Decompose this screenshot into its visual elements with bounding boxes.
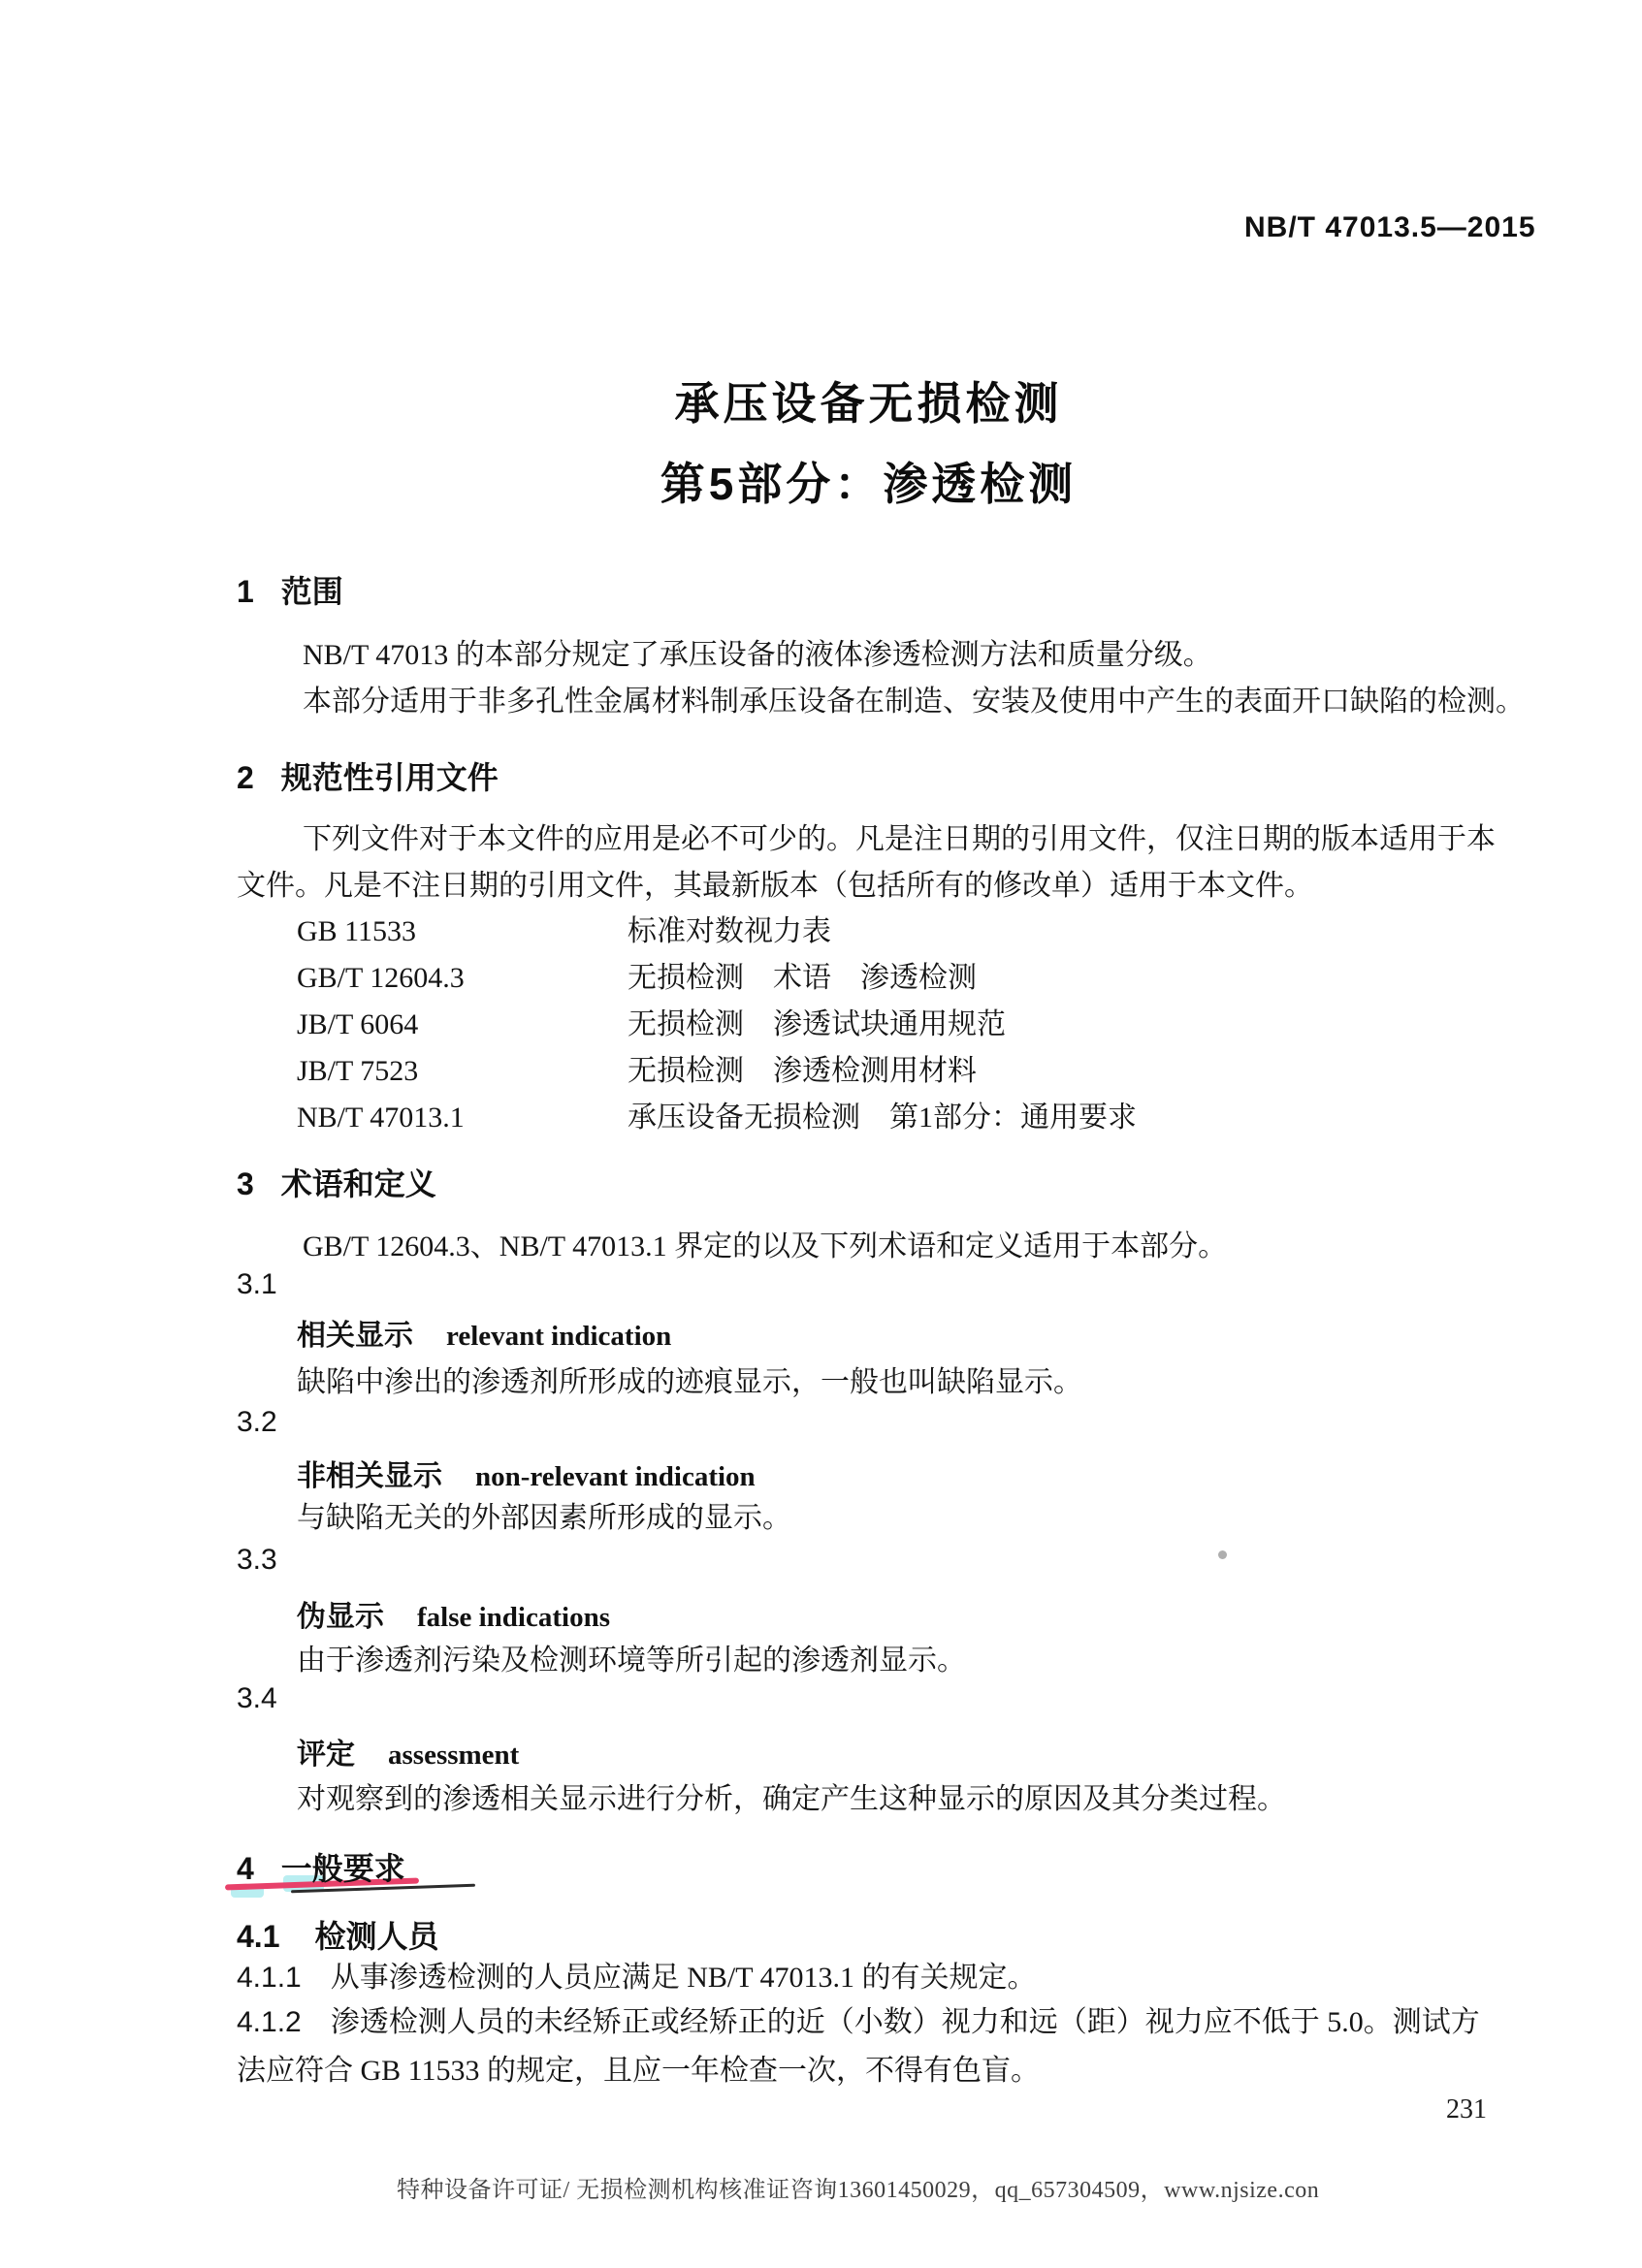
clause-text: 从事渗透检测的人员应满足 NB/T 47013.1 的有关规定。 bbox=[330, 1962, 1037, 1994]
reference-title: 承压设备无损检测 第1部分：通用要求 bbox=[628, 1102, 1137, 1134]
term-zh: 相关显示 bbox=[297, 1320, 413, 1352]
page-number: 231 bbox=[1446, 2094, 1487, 2124]
section-2-title: 规范性引用文件 bbox=[280, 760, 499, 795]
reference-row bbox=[297, 953, 977, 996]
reference-title: 无损检测 渗透检测用材料 bbox=[628, 1055, 977, 1087]
section-1-paragraph-1: NB/T 47013 的本部分规定了承压设备的液体渗透检测方法和质量分级。 bbox=[303, 639, 1212, 671]
section-2-paragraph-line1: 下列文件对于本文件的应用是必不可少的。凡是注日期的引用文件，仅注日期的版本适用于本 bbox=[303, 823, 1496, 855]
term-number: 3.2 bbox=[237, 1406, 277, 1438]
reference-row bbox=[297, 1000, 1006, 1042]
term-zh: 非相关显示 bbox=[297, 1460, 442, 1492]
doc-code: NB/T 47013.5—2015 bbox=[1244, 211, 1536, 243]
term-definition: 与缺陷无关的外部因素所形成的显示。 bbox=[297, 1502, 791, 1534]
clause-number: 4.1.1 bbox=[237, 1962, 302, 1994]
reference-code: JB/T 6064 bbox=[297, 1008, 419, 1040]
term-line bbox=[297, 1452, 756, 1494]
section-4-1-title: 检测人员 bbox=[314, 1919, 439, 1954]
reference-title: 无损检测 渗透试块通用规范 bbox=[628, 1008, 1006, 1040]
clause-number: 4.1.2 bbox=[237, 2006, 302, 2038]
term-number: 3.4 bbox=[237, 1682, 277, 1714]
section-1-title: 范围 bbox=[280, 574, 343, 609]
section-4-1-heading bbox=[237, 1912, 439, 1957]
term-line bbox=[297, 1311, 671, 1354]
reference-code: GB/T 12604.3 bbox=[297, 962, 465, 994]
term-line bbox=[297, 1592, 610, 1635]
section-3-heading bbox=[237, 1160, 436, 1204]
section-1-paragraph-2: 本部分适用于非多孔性金属材料制承压设备在制造、安装及使用中产生的表面开口缺陷的检测。 bbox=[303, 686, 1525, 718]
section-4-title: 一般要求 bbox=[280, 1851, 405, 1886]
section-1-number: 1 bbox=[237, 574, 254, 609]
term-en: relevant indication bbox=[446, 1321, 672, 1352]
section-2-number: 2 bbox=[237, 760, 254, 795]
clause-4-1-1 bbox=[237, 1953, 1037, 1996]
term-number: 3.3 bbox=[237, 1544, 277, 1576]
clause-text-line1: 渗透检测人员的未经矫正或经矫正的近（小数）视力和远（距）视力应不低于 5.0。测试方 bbox=[330, 2006, 1480, 2038]
scan-artifact bbox=[1218, 1550, 1227, 1559]
term-definition: 缺陷中渗出的渗透剂所形成的迹痕显示，一般也叫缺陷显示。 bbox=[297, 1366, 1082, 1398]
section-4-1-number: 4.1 bbox=[237, 1919, 280, 1954]
reference-row bbox=[297, 907, 831, 949]
reference-code: JB/T 7523 bbox=[297, 1055, 419, 1087]
section-1-heading bbox=[237, 567, 343, 612]
term-zh: 评定 bbox=[297, 1739, 355, 1771]
term-en: assessment bbox=[388, 1740, 520, 1771]
doc-title-line1: 承压设备无损检测 bbox=[674, 378, 1063, 429]
term-number: 3.1 bbox=[237, 1268, 277, 1300]
footer-note: 特种设备许可证/ 无损检测机构核准证咨询13601450029，qq_657304509，www.njsize.con bbox=[397, 2178, 1320, 2203]
term-definition: 对观察到的渗透相关显示进行分析，确定产生这种显示的原因及其分类过程。 bbox=[297, 1783, 1286, 1815]
section-3-number: 3 bbox=[237, 1166, 254, 1201]
reference-code: GB 11533 bbox=[297, 915, 417, 947]
section-4-heading bbox=[237, 1844, 405, 1889]
reference-row bbox=[297, 1093, 1137, 1135]
clause-text-line2: 法应符合 GB 11533 的规定，且应一年检查一次，不得有色盲。 bbox=[237, 2055, 1041, 2087]
reference-code: NB/T 47013.1 bbox=[297, 1102, 465, 1134]
section-2-paragraph-line2: 文件。凡是不注日期的引用文件，其最新版本（包括所有的修改单）适用于本文件。 bbox=[237, 870, 1313, 902]
term-en: non-relevant indication bbox=[475, 1461, 756, 1492]
term-line bbox=[297, 1730, 519, 1773]
term-definition: 由于渗透剂污染及检测环境等所引起的渗透剂显示。 bbox=[297, 1645, 966, 1677]
reference-title: 标准对数视力表 bbox=[628, 915, 831, 947]
section-3-intro: GB/T 12604.3、NB/T 47013.1 界定的以及下列术语和定义适用于本部分。 bbox=[303, 1230, 1228, 1262]
doc-title-line2: 第5部分：渗透检测 bbox=[660, 459, 1078, 509]
term-en: false indications bbox=[417, 1602, 610, 1633]
term-zh: 伪显示 bbox=[297, 1601, 384, 1633]
section-3-title: 术语和定义 bbox=[280, 1166, 436, 1201]
clause-4-1-2 bbox=[237, 1997, 1480, 2040]
reference-row bbox=[297, 1046, 977, 1089]
section-4-number: 4 bbox=[237, 1851, 254, 1886]
reference-title: 无损检测 术语 渗透检测 bbox=[628, 962, 977, 994]
section-2-heading bbox=[237, 753, 499, 798]
